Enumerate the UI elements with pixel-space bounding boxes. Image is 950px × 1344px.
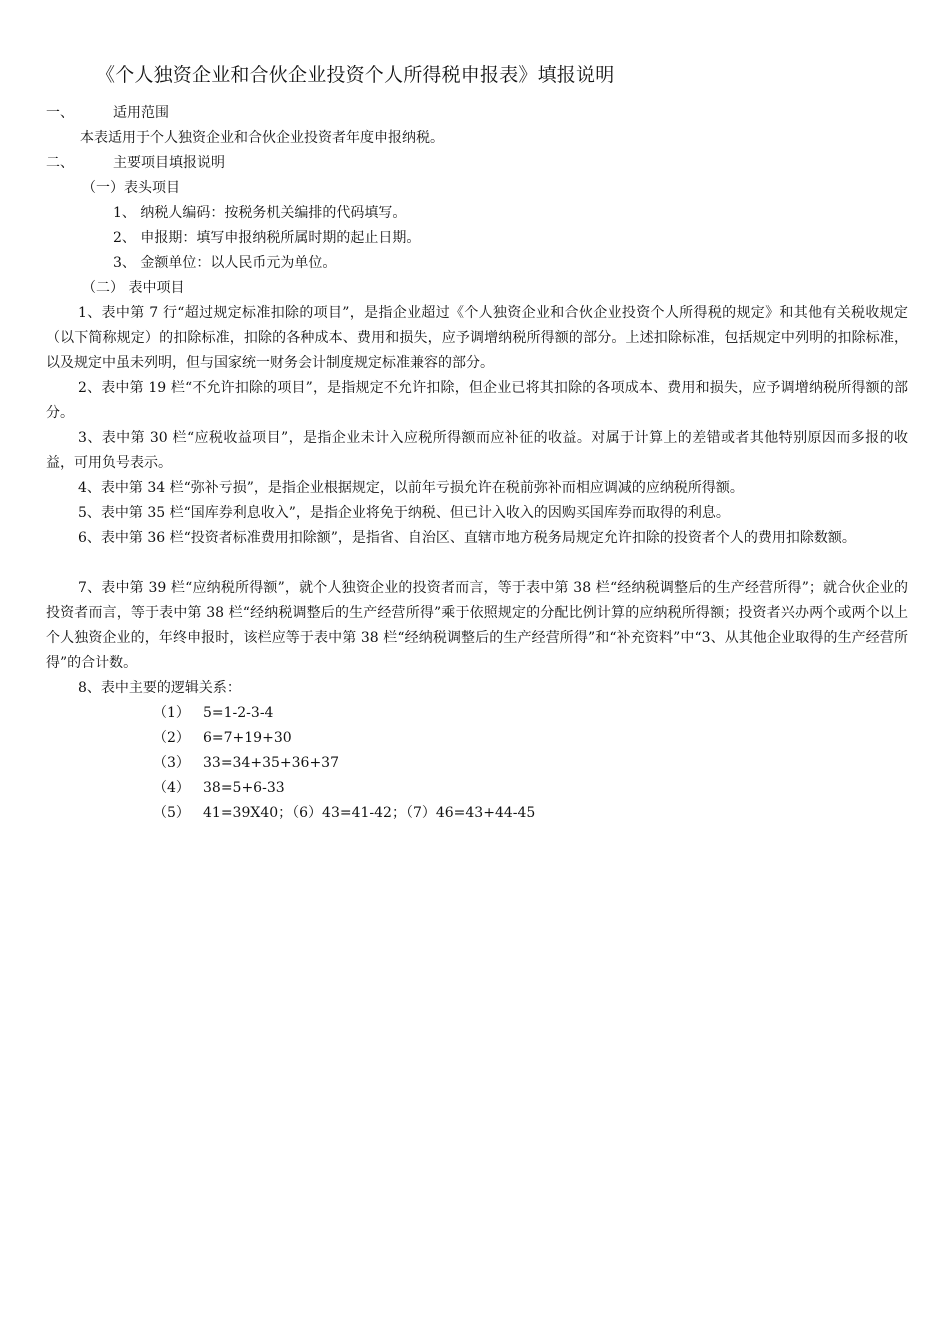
formula-2-expression: 6=7+19+30 xyxy=(203,730,292,746)
subsection-2-title: （二） 表中项目 xyxy=(82,280,185,296)
section-2-number: 二、 xyxy=(46,155,74,171)
table-item-6: 6、表中第 36 栏“投资者标准费用扣除额”，是指省、自治区、直辖市地方税务局规定允许扣除的投资者个人的费用扣除数额。 xyxy=(78,530,856,546)
subsection-1-title: （一）表头项目 xyxy=(82,180,180,196)
header-item-2: 2、 申报期：填写申报纳税所属时期的起止日期。 xyxy=(113,230,421,246)
table-item-2: 2、表中第 19 栏“不允许扣除的项目”，是指规定不允许扣除，但企业已将其扣除的各项成本、费用和损失，应予调增纳税所得额的部分。 xyxy=(46,380,908,421)
scope-text: 本表适用于个人独资企业和合伙企业投资者年度申报纳税。 xyxy=(80,130,444,146)
table-item-4: 4、表中第 34 栏“弥补亏损”，是指企业根据规定，以前年亏损允许在税前弥补而相应调减的应纳税所得额。 xyxy=(78,480,744,496)
table-item-8: 8、表中主要的逻辑关系： xyxy=(78,680,241,696)
header-item-3: 3、 金额单位：以人民币元为单位。 xyxy=(113,255,337,271)
section-2-title: 主要项目填报说明 xyxy=(113,155,225,171)
document-title: 《个人独资企业和合伙企业投资个人所得税申报表》填报说明 xyxy=(96,64,615,86)
formula-4 xyxy=(153,776,285,801)
formula-3-number: （3） xyxy=(153,755,190,771)
formula-2 xyxy=(153,726,292,751)
header-item-1: 1、 纳税人编码：按税务机关编排的代码填写。 xyxy=(113,205,407,221)
formula-5-number: （5） xyxy=(153,805,190,821)
table-item-7: 7、表中第 39 栏“应纳税所得额”，就个人独资企业的投资者而言，等于表中第 38 栏“经纳税调整后的生产经营所得”；就合伙企业的投资者而言，等于表中第 38 栏“经纳税调整后的生产经营所得”乘于依照规定的分配比例计算的应纳税所得额；投资者兴办两个或两个以上个人独资企业的，年终申报时，该栏应等于表中第 38 栏“经纳税调整后的生产经营所得”和“补充资料”中“3、从其他企业取得的生产经营所得”的合计数。 xyxy=(46,580,908,671)
formula-2-number: （2） xyxy=(153,730,190,746)
table-item-5: 5、表中第 35 栏“国库券利息收入”，是指企业将免于纳税、但已计入收入的因购买国库券而取得的利息。 xyxy=(78,505,730,521)
table-item-1: 1、表中第 7 行“超过规定标准扣除的项目”，是指企业超过《个人独资企业和合伙企业投资个人所得税的规定》和其他有关税收规定（以下简称规定）的扣除标准，扣除的各种成本、费用和损失，应予调增纳税所得额的部分。上述扣除标准，包括规定中列明的扣除标准，以及规定中虽未列明，但与国家统一财务会计制度规定标准兼容的部分。 xyxy=(46,305,908,371)
formula-1-expression: 5=1-2-3-4 xyxy=(203,705,274,721)
formula-1-number: （1） xyxy=(153,705,190,721)
formula-5 xyxy=(153,801,535,826)
table-item-3: 3、表中第 30 栏“应税收益项目”，是指企业未计入应税所得额而应补征的收益。对属于计算上的差错或者其他特别原因而多报的收益，可用负号表示。 xyxy=(46,430,908,471)
formula-3 xyxy=(153,751,339,776)
formula-1 xyxy=(153,701,273,726)
formula-5-expression: 41=39X40；（6）43=41-42；（7）46=43+44-45 xyxy=(203,805,536,821)
section-1-number: 一、 xyxy=(46,105,74,121)
formula-4-expression: 38=5+6-33 xyxy=(203,780,285,796)
formula-4-number: （4） xyxy=(153,780,190,796)
section-1-title: 适用范围 xyxy=(113,105,169,121)
formula-3-expression: 33=34+35+36+37 xyxy=(203,755,339,771)
